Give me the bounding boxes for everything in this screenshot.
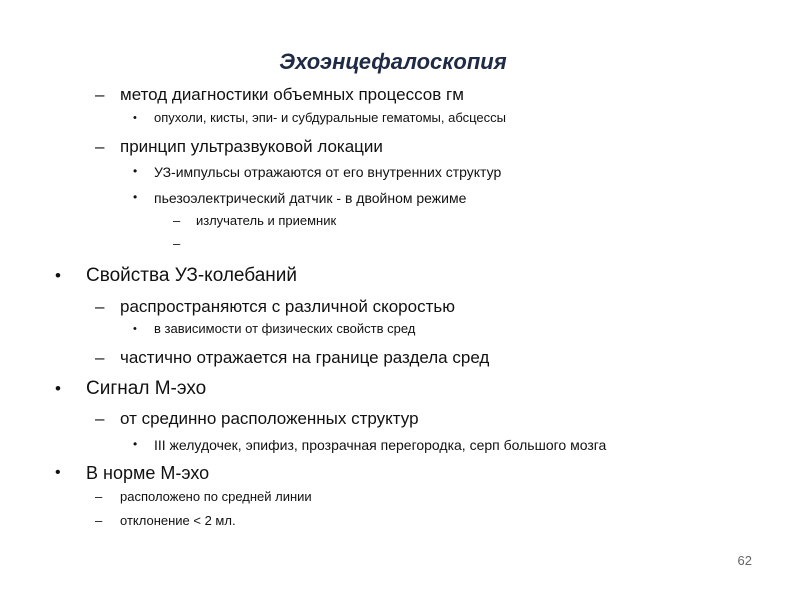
bullet-dot-marker: • xyxy=(55,379,61,398)
bullet-text: метод диагностики объемных процессов гм xyxy=(120,85,464,104)
bullet-text: в зависимости от физических свойств сред xyxy=(154,321,416,336)
bullet-dash-marker: – xyxy=(173,236,181,251)
bullet-dot-marker: • xyxy=(133,437,138,451)
bullet-text: принцип ультразвуковой локации xyxy=(120,137,383,156)
bullet-text: Свойства УЗ-колебаний xyxy=(86,265,298,286)
slide-title: Эхоэнцефалоскопия xyxy=(279,49,507,74)
bullet-dot-marker: • xyxy=(55,266,61,285)
bullet-text: частично отражается на границе раздела сред xyxy=(120,348,490,367)
bullet-text: Сигнал М-эхо xyxy=(86,378,207,399)
bullet-dash-marker: – xyxy=(95,137,105,156)
bullet-text: опухоли, кисты, эпи- и субдуральные гематомы, абсцессы xyxy=(154,110,507,125)
bullet-text: отклонение < 2 мл. xyxy=(120,513,236,528)
bullet-dash-marker: – xyxy=(95,348,105,367)
bullet-dot-marker: • xyxy=(133,164,138,178)
bullet-text: от срединно расположенных структур xyxy=(120,409,419,428)
bullet-dot-marker: • xyxy=(55,464,61,481)
bullet-dot-marker: • xyxy=(133,112,137,124)
bullet-text: излучатель и приемник xyxy=(196,213,337,228)
bullet-dot-marker: • xyxy=(133,190,138,204)
bullet-dot-marker: • xyxy=(133,323,137,335)
bullet-dash-marker: – xyxy=(95,489,103,504)
bullet-dash-marker: – xyxy=(95,297,105,316)
bullet-text: УЗ-импульсы отражаются от его внутренних структур xyxy=(154,164,502,180)
bullet-dash-marker: – xyxy=(95,85,105,104)
bullet-text: пьезоэлектрический датчик - в двойном режиме xyxy=(154,190,467,206)
bullet-text: расположено по средней линии xyxy=(120,489,312,504)
bullet-dash-marker: – xyxy=(173,213,181,228)
bullet-text: распространяются с различной скоростью xyxy=(120,297,455,316)
bullet-text: В норме М-эхо xyxy=(86,463,210,483)
page-number: 62 xyxy=(737,553,752,568)
bullet-dash-marker: – xyxy=(95,409,105,428)
bullet-dash-marker: – xyxy=(95,513,103,528)
bullet-text: III желудочек, эпифиз, прозрачная перегородка, серп большого мозга xyxy=(154,437,607,453)
